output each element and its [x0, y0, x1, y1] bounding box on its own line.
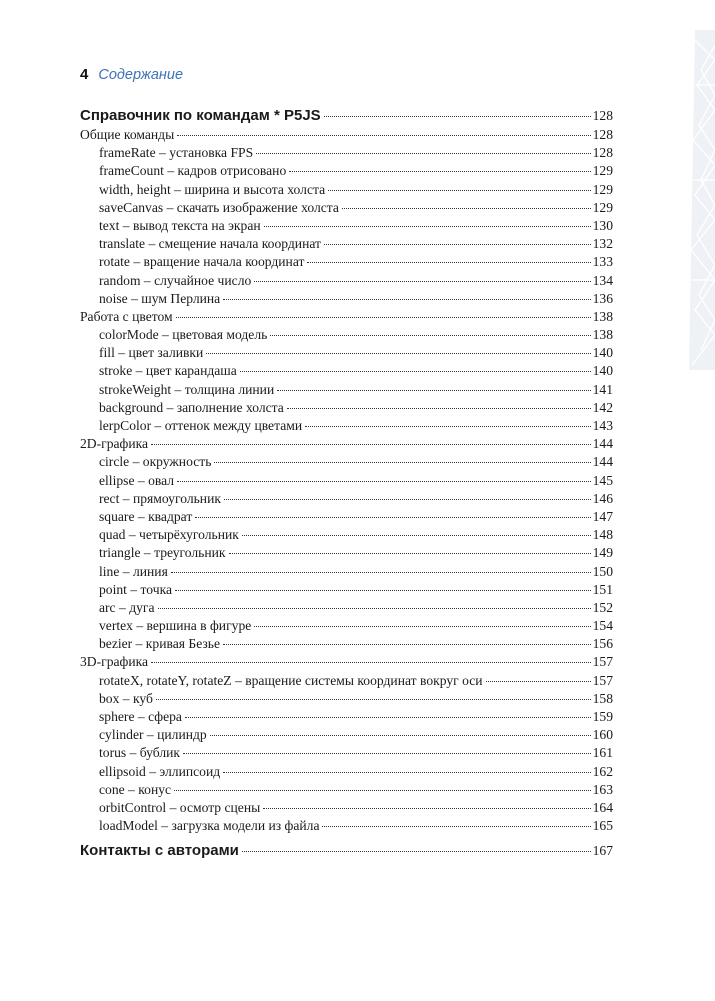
dot-leader [174, 790, 591, 791]
toc-entry-title: frameRate – установка FPS [99, 145, 254, 161]
toc-entry-item[interactable] [80, 763, 613, 781]
toc-entry-item[interactable] [80, 472, 613, 490]
dot-leader [177, 481, 591, 482]
dot-leader [210, 735, 591, 736]
toc-entry-page: 142 [592, 399, 613, 415]
toc-entry-page: 150 [592, 563, 613, 579]
toc-entry-title: arc – дуга [99, 599, 155, 615]
toc-entry-section[interactable] [80, 126, 613, 144]
toc-entry-title: vertex – вершина в фигуре [99, 618, 252, 634]
toc-entry-page: 158 [592, 690, 613, 706]
toc-entry-page: 143 [592, 418, 613, 433]
toc-entry-page: 156 [592, 636, 613, 652]
toc-entry-title: strokeWeight – толщина линии [99, 381, 275, 397]
decorative-edge-pattern [689, 30, 715, 370]
toc-entry-title: line – линия [99, 563, 168, 579]
toc-entry-item[interactable] [80, 326, 613, 344]
toc-entry-title: ellipse – овал [99, 472, 175, 488]
dot-leader [328, 190, 590, 191]
dot-leader [175, 590, 591, 591]
toc-entry-page: 152 [592, 599, 613, 615]
toc-entry-page: 146 [592, 490, 613, 506]
toc-entry-page: 160 [592, 727, 613, 743]
toc-entry-item[interactable] [80, 162, 613, 180]
dot-leader [158, 608, 591, 609]
toc-entry-page: 147 [592, 508, 613, 524]
dot-leader [254, 281, 590, 282]
toc-entry-item[interactable] [80, 417, 613, 435]
toc-entry-item[interactable] [80, 272, 613, 290]
dot-leader [264, 226, 591, 227]
toc-entry-page: 144 [592, 454, 613, 470]
toc-entry-title: square – квадрат [99, 508, 193, 524]
toc-entry-page: 154 [592, 618, 613, 634]
toc-entry-item[interactable] [80, 235, 613, 253]
table-of-contents [80, 106, 613, 861]
dot-leader [307, 262, 590, 263]
toc-entry-title: stroke – цвет карандаша [99, 363, 237, 379]
toc-entry-title: rotate – вращение начала координат [99, 254, 305, 270]
toc-entry-page: 141 [592, 381, 613, 397]
toc-entry-title: frameCount – кадров отрисовано [99, 163, 287, 179]
toc-entry-item[interactable] [80, 381, 613, 399]
dot-leader [305, 426, 591, 427]
toc-entry-page: 144 [592, 436, 613, 452]
dot-leader [223, 644, 591, 645]
toc-entry-title: cone – конус [99, 781, 172, 797]
dot-leader [185, 717, 591, 718]
toc-entry-page: 130 [592, 217, 613, 233]
toc-entry-item[interactable] [80, 199, 613, 217]
toc-entry-section[interactable] [80, 308, 613, 326]
toc-entry-title: colorMode – цветовая модель [99, 327, 268, 343]
toc-entry-item[interactable] [80, 635, 613, 653]
toc-entry-title: ellipsoid – эллипсоид [99, 763, 221, 779]
toc-entry-page: 161 [592, 745, 613, 761]
toc-entry-title: Общие команды [80, 127, 175, 142]
toc-entry-page: 149 [592, 545, 613, 561]
toc-entry-item[interactable] [80, 744, 613, 762]
toc-entry-title: saveCanvas – скачать изображение холста [99, 199, 339, 215]
running-header [80, 66, 183, 86]
toc-entry-item[interactable] [80, 544, 613, 562]
toc-entry-title: lerpColor – оттенок между цветами [99, 418, 303, 433]
dot-leader [151, 662, 591, 663]
dot-leader [242, 535, 591, 536]
toc-entry-page: 133 [592, 254, 613, 270]
toc-entry-page: 167 [592, 843, 613, 859]
toc-entry-item[interactable] [80, 362, 613, 380]
toc-entry-page: 138 [592, 308, 613, 324]
toc-entry-page: 151 [592, 581, 613, 597]
dot-leader [324, 244, 591, 245]
toc-entry-item[interactable] [80, 563, 613, 581]
toc-entry-title: orbitControl – осмотр сцены [99, 799, 261, 815]
toc-entry-item[interactable] [80, 581, 613, 599]
dot-leader [223, 772, 590, 773]
dot-leader [223, 299, 590, 300]
toc-entry-page: 165 [592, 818, 613, 834]
toc-entry-title: random – случайное число [99, 272, 252, 288]
toc-entry-item[interactable] [80, 690, 613, 708]
toc-entry-title: background – заполнение холста [99, 399, 284, 415]
toc-entry-page: 129 [592, 163, 613, 179]
dot-leader [322, 826, 590, 827]
toc-entry-item[interactable] [80, 817, 613, 835]
toc-entry-item[interactable] [80, 508, 613, 526]
dot-leader [242, 851, 591, 852]
toc-entry-item[interactable] [80, 672, 613, 690]
dot-leader [254, 626, 590, 627]
dot-leader [289, 171, 590, 172]
toc-entry-page: 128 [592, 145, 613, 161]
toc-entry-page: 132 [592, 236, 613, 252]
toc-entry-item[interactable] [80, 526, 613, 544]
page-number: 4 [80, 66, 89, 83]
dot-leader [176, 317, 591, 318]
dot-leader [229, 553, 591, 554]
toc-entry-title: noise – шум Перлина [99, 290, 221, 306]
toc-entry-title: rotateX, rotateY, rotateZ – вращение системы координат вокруг оси [99, 672, 483, 688]
toc-entry-page: 140 [592, 345, 613, 361]
toc-entry-page: 128 [592, 127, 613, 142]
toc-entry-item[interactable] [80, 217, 613, 235]
toc-entry-page: 136 [592, 290, 613, 306]
toc-entry-title: fill – цвет заливки [99, 345, 204, 361]
dot-leader [256, 153, 590, 154]
toc-entry-section[interactable] [80, 435, 613, 453]
dot-leader [156, 699, 591, 700]
toc-entry-title: Работа с цветом [80, 308, 173, 324]
dot-leader [277, 390, 590, 391]
toc-entry-page: 129 [592, 199, 613, 215]
toc-entry-title: Контакты с авторами [80, 842, 239, 860]
dot-leader [324, 116, 591, 117]
toc-entry-title: width, height – ширина и высота холста [99, 181, 326, 197]
toc-entry-section[interactable] [80, 653, 613, 671]
toc-entry-page: 145 [592, 472, 613, 488]
toc-entry-title: Справочник по командам * P5JS [80, 107, 321, 124]
dot-leader [263, 808, 590, 809]
dot-leader [177, 135, 590, 136]
toc-entry-page: 148 [592, 527, 613, 543]
toc-entry-page: 138 [592, 327, 613, 343]
toc-entry-chapter[interactable] [80, 106, 613, 126]
dot-leader [224, 499, 591, 500]
toc-entry-title: bezier – кривая Безье [99, 636, 221, 652]
running-title: Содержание [98, 67, 184, 83]
toc-entry-item[interactable] [80, 726, 613, 744]
toc-entry-item[interactable] [80, 617, 613, 635]
dot-leader [214, 462, 590, 463]
toc-entry-title: triangle – треугольник [99, 545, 226, 561]
toc-entry-item[interactable] [80, 708, 613, 726]
toc-entry-page: 162 [592, 763, 613, 779]
dot-leader [486, 681, 591, 682]
dot-leader [206, 353, 590, 354]
dot-leader [287, 408, 591, 409]
dot-leader [151, 444, 591, 445]
toc-entry-item[interactable] [80, 181, 613, 199]
toc-entry-title: rect – прямоугольник [99, 490, 221, 506]
toc-entry-page: 157 [592, 672, 613, 688]
toc-entry-item[interactable] [80, 253, 613, 271]
toc-entry-title: loadModel – загрузка модели из файла [99, 818, 320, 834]
toc-entry-page: 163 [592, 781, 613, 797]
dot-leader [270, 335, 590, 336]
toc-entry-item[interactable] [80, 490, 613, 508]
toc-entry-title: sphere – сфера [99, 709, 182, 724]
toc-entry-title: text – вывод текста на экран [99, 217, 261, 233]
toc-entry-title: quad – четырёхугольник [99, 527, 239, 543]
toc-entry-page: 157 [592, 654, 613, 670]
toc-entry-title: box – куб [99, 690, 153, 706]
toc-entry-item[interactable] [80, 144, 613, 162]
toc-entry-page: 140 [592, 363, 613, 379]
toc-entry-item[interactable] [80, 453, 613, 471]
dot-leader [171, 572, 591, 573]
toc-entry-item[interactable] [80, 344, 613, 362]
toc-entry-page: 129 [592, 181, 613, 197]
toc-entry-title: cylinder – цилиндр [99, 727, 207, 743]
toc-entry-item[interactable] [80, 799, 613, 817]
toc-entry-page: 128 [592, 108, 613, 123]
dot-leader [195, 517, 590, 518]
toc-entry-title: 3D-графика [80, 654, 149, 670]
toc-entry-page: 159 [592, 709, 613, 724]
toc-entry-title: 2D-графика [80, 436, 149, 452]
toc-entry-item[interactable] [80, 781, 613, 799]
toc-entry-page: 134 [592, 272, 613, 288]
toc-entry-chapter[interactable] [80, 841, 613, 861]
toc-entry-page: 164 [592, 799, 613, 815]
toc-entry-item[interactable] [80, 290, 613, 308]
toc-entry-title: translate – смещение начала координат [99, 236, 321, 252]
toc-entry-item[interactable] [80, 599, 613, 617]
toc-entry-item[interactable] [80, 399, 613, 417]
dot-leader [240, 371, 591, 372]
toc-entry-title: circle – окружность [99, 454, 212, 470]
toc-entry-title: torus – бублик [99, 745, 181, 761]
dot-leader [183, 753, 591, 754]
toc-entry-title: point – точка [99, 581, 173, 597]
dot-leader [342, 208, 591, 209]
